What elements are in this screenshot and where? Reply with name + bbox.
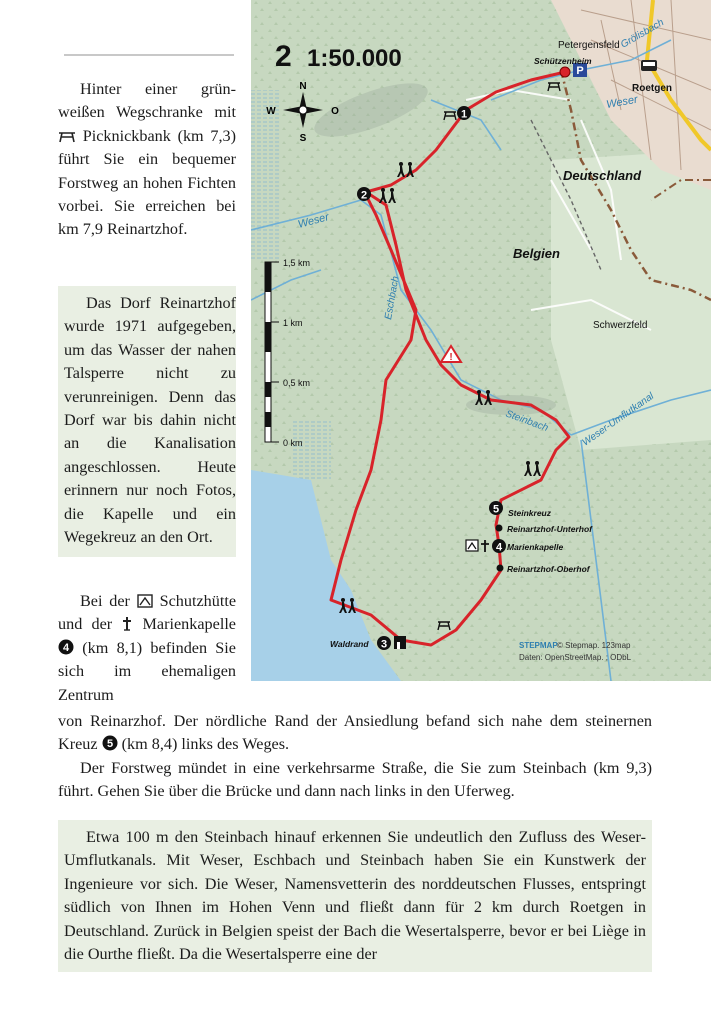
label-umflutkanal: Weser-Umflutkanal: [580, 390, 657, 449]
label-belgien: Belgien: [513, 246, 560, 261]
label-eschbach: Eschbach: [383, 275, 402, 321]
label-oberhof: Reinartzhof-Oberhof: [507, 564, 590, 574]
svg-text:1: 1: [460, 108, 468, 121]
para5-text: Etwa 100 m den Steinbach hinauf erkennen Sie undeutlich den Zufluss des Weser-Umflutkanals. Mit Weser, Eschbach und Steinbach haben Sie ein Kunstwerk der Ingenieure vor sich. Die Weser, Namensvetterin des norddeutschen Flusses, entspringt südlich von Ihnen im Hohen Venn und fließt dann für 2 km durch Roetgen in Deutschland. Zurück in Belgien speist der Bach die Wesertalsperre, bevor er bei Liège in die Ourthe fließt. Da die Wesertalsperre eine der: [64, 828, 646, 964]
label-weser-w: Weser: [296, 211, 331, 231]
shelter-hut-icon: [394, 636, 406, 649]
label-groelisbach: Grölisbach: [619, 17, 666, 51]
label-schwerzfeld: Schwerzfeld: [593, 320, 648, 331]
top-rule: [64, 54, 234, 56]
label-steinkreuz: Steinkreuz: [508, 508, 551, 518]
label-unterhof: Reinartzhof-Unterhof: [507, 524, 592, 534]
start-point: [560, 67, 570, 77]
text-box-reinartzhof: [58, 286, 236, 557]
text-column-para1: [58, 78, 236, 242]
svg-text:1,5 km: 1,5 km: [283, 258, 311, 268]
svg-text:1 km: 1 km: [283, 318, 303, 328]
svg-text:N: N: [299, 81, 307, 92]
waypoint-5-icon: [102, 735, 118, 751]
svg-text:2: 2: [360, 189, 368, 202]
para2-text: Das Dorf Reinartzhof wurde 1971 aufgegeben, um das Wasser der nahen Talsperre nicht zu verunreinigen. Denn das Dorf war bis dahin nicht an die Kanalisation angeschlossen. Heute erinnern nur noch Fotos, die Kapelle und ein Wegekreuz an den Ort.: [64, 294, 236, 547]
svg-text:4: 4: [495, 541, 503, 554]
text-box-weser: [58, 820, 652, 972]
svg-text:4: 4: [62, 641, 70, 654]
label-weser-ne: Weser: [605, 93, 639, 111]
label-waldrand: Waldrand: [330, 639, 369, 649]
svg-text:5: 5: [492, 503, 500, 516]
label-roetgen: Roetgen: [632, 83, 672, 94]
map-number: 2: [275, 40, 292, 73]
point-unterhof: [496, 525, 503, 532]
label-petergensfeld: Petergensfeld: [558, 40, 620, 51]
marsh-south: [291, 420, 331, 480]
svg-text:O: O: [331, 106, 339, 117]
picnic-bench-icon: [58, 129, 76, 143]
para4-text: Der Forstweg mündet in eine verkehrsarme Straße, die Sie zum Steinbach (km 9,3) führt. Gehen Sie über die Brücke und dann nach links in den Uferweg.: [58, 758, 652, 801]
text-column-para3: Bei der Schutzhütte und der Marienkapelle 4 (km 8,1) befinden Sie sich im ehemaligen Zentrum: [58, 592, 237, 704]
svg-text:!: !: [449, 352, 453, 363]
map-scale: 1:50.000: [307, 45, 402, 72]
svg-text:0,5 km: 0,5 km: [283, 378, 311, 388]
shelter-hut-icon: [137, 594, 153, 608]
svg-text:3: 3: [380, 638, 388, 651]
label-marienkapelle: Marienkapelle: [507, 542, 564, 552]
credit-brand: STEPMAP: [519, 641, 558, 650]
svg-text:0 km: 0 km: [283, 438, 303, 448]
svg-text:S: S: [299, 133, 307, 144]
bus-icon: [641, 60, 657, 71]
label-schuetzenheim: Schützenheim: [534, 56, 592, 66]
para1-text-b: Picknickbank (km 7,3) führt Sie ein bequemer Forstweg an hohen Fichten vorbei. Sie erreichen bei km 7,9 Reinartzhof.: [58, 126, 236, 239]
svg-text:W: W: [266, 106, 276, 117]
point-oberhof: [497, 565, 504, 572]
label-steinbach: Steinbach: [503, 408, 550, 435]
label-deutschland: Deutschland: [563, 168, 642, 183]
credit-line1: © Stepmap. 123map: [557, 641, 631, 650]
para1-text-a: Hinter einer grün-weißen Wegschranke mit: [58, 80, 236, 122]
shelter-hut-icon: [466, 540, 478, 551]
chapel-cross-icon: [121, 616, 133, 631]
credit-line2: Daten: OpenStreetMap. ; ODbL: [519, 653, 632, 662]
svg-text:P: P: [576, 65, 584, 77]
hiking-map: [251, 0, 711, 681]
waypoint-4-icon: [58, 639, 74, 655]
text-wide-block: von Reinarzhof. Der nördliche Rand der Ansiedlung befand sich nahe dem steinernen Kreuz 5 (km 8,4) links des Weges. Der Forstweg mündet in eine verkehrsarme Straße, die Sie zum Steinbach (km 9,3) führt. Gehen Sie über die Brücke und dann nach links in den Uferweg.: [58, 710, 652, 804]
svg-text:5: 5: [106, 738, 113, 751]
